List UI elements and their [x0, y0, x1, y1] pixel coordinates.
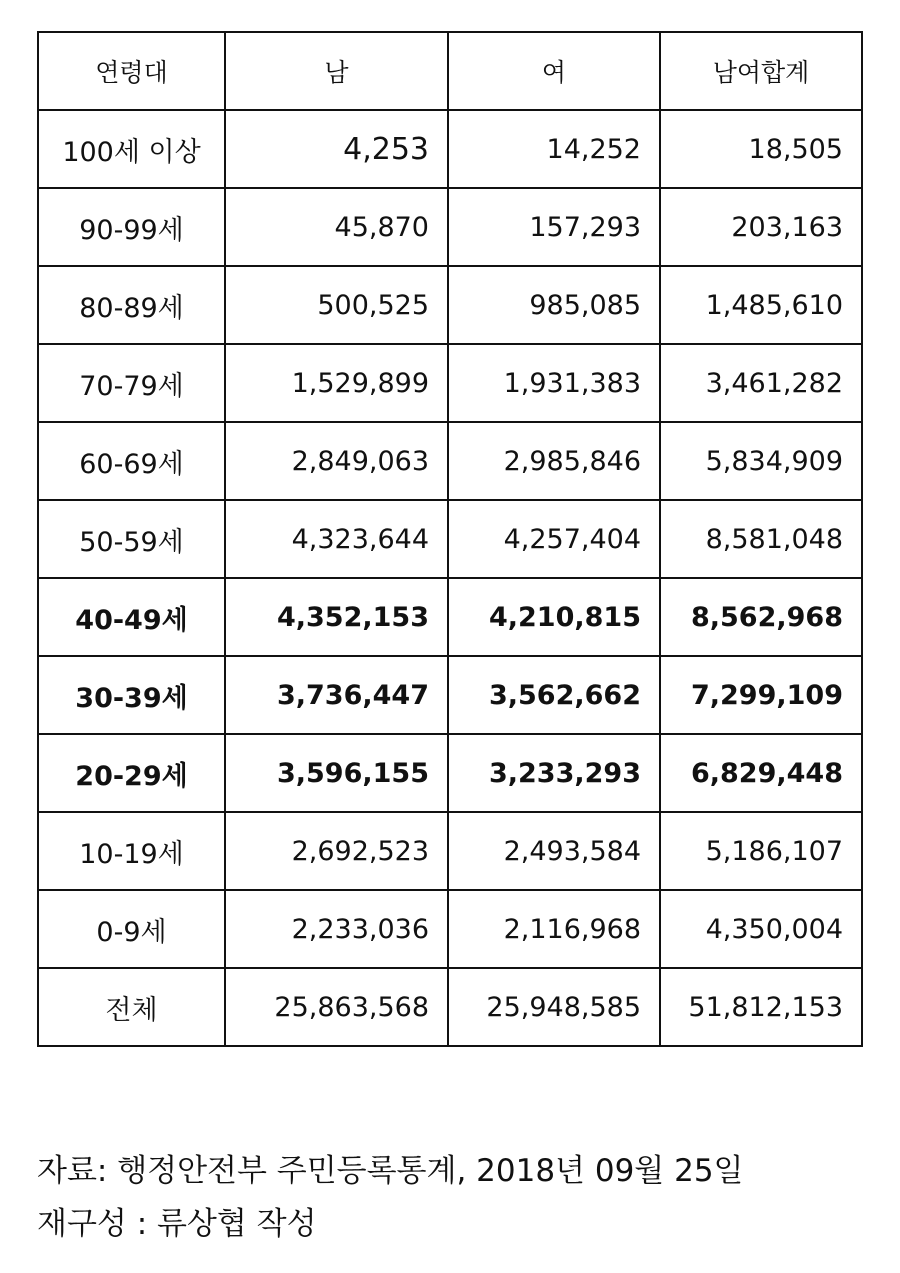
- male-count-cell: 45,870: [225, 188, 448, 266]
- male-count-cell: 1,529,899: [225, 344, 448, 422]
- age-cell: 90-99세: [38, 188, 225, 266]
- male-count-cell: 4,323,644: [225, 500, 448, 578]
- total-count-cell: 4,350,004: [660, 890, 862, 968]
- credit-note: 재구성 : 류상협 작성: [37, 1206, 317, 1242]
- male-count-cell: 3,736,447: [225, 656, 448, 734]
- table-row: [38, 110, 862, 188]
- age-cell: 80-89세: [38, 266, 225, 344]
- male-count-cell: 2,849,063: [225, 422, 448, 500]
- male-count-cell: 2,233,036: [225, 890, 448, 968]
- total-count-cell: 3,461,282: [660, 344, 862, 422]
- total-count-cell: 5,834,909: [660, 422, 862, 500]
- female-count-cell: 157,293: [448, 188, 660, 266]
- table-row: [38, 656, 862, 734]
- female-count-cell: 2,116,968: [448, 890, 660, 968]
- table-row: [38, 812, 862, 890]
- age-cell: 70-79세: [38, 344, 225, 422]
- male-count-cell: 3,596,155: [225, 734, 448, 812]
- female-count-cell: 4,210,815: [448, 578, 660, 656]
- female-count-cell: 985,085: [448, 266, 660, 344]
- header-male: 남: [225, 32, 448, 110]
- female-count-cell: 2,985,846: [448, 422, 660, 500]
- population-table: [37, 31, 863, 1047]
- age-cell: 30-39세: [38, 656, 225, 734]
- total-count-cell: 6,829,448: [660, 734, 862, 812]
- source-note: 자료: 행정안전부 주민등록통계, 2018년 09월 25일: [37, 1153, 744, 1189]
- age-cell: 50-59세: [38, 500, 225, 578]
- female-count-cell: 3,233,293: [448, 734, 660, 812]
- female-count-cell: 3,562,662: [448, 656, 660, 734]
- table-row: [38, 890, 862, 968]
- age-cell: 0-9세: [38, 890, 225, 968]
- male-count-cell: 25,863,568: [225, 968, 448, 1046]
- table-row: [38, 500, 862, 578]
- female-count-cell: 1,931,383: [448, 344, 660, 422]
- total-count-cell: 1,485,610: [660, 266, 862, 344]
- age-cell: 10-19세: [38, 812, 225, 890]
- table-row: [38, 188, 862, 266]
- male-count-cell: 4,352,153: [225, 578, 448, 656]
- table-row: [38, 968, 862, 1046]
- table-row: [38, 734, 862, 812]
- female-count-cell: 25,948,585: [448, 968, 660, 1046]
- age-cell: 전체: [38, 968, 225, 1046]
- table-row: [38, 266, 862, 344]
- total-count-cell: 7,299,109: [660, 656, 862, 734]
- total-count-cell: 18,505: [660, 110, 862, 188]
- male-count-cell: 2,692,523: [225, 812, 448, 890]
- header-age-group: 연령대: [38, 32, 225, 110]
- table-row: [38, 344, 862, 422]
- age-cell: 20-29세: [38, 734, 225, 812]
- total-count-cell: 5,186,107: [660, 812, 862, 890]
- age-cell: 40-49세: [38, 578, 225, 656]
- age-cell: 60-69세: [38, 422, 225, 500]
- female-count-cell: 2,493,584: [448, 812, 660, 890]
- total-count-cell: 8,562,968: [660, 578, 862, 656]
- total-count-cell: 8,581,048: [660, 500, 862, 578]
- age-cell: 100세 이상: [38, 110, 225, 188]
- female-count-cell: 14,252: [448, 110, 660, 188]
- header-total: 남여합계: [660, 32, 862, 110]
- table-body: [38, 110, 862, 1046]
- female-count-cell: 4,257,404: [448, 500, 660, 578]
- table-row: [38, 578, 862, 656]
- male-count-cell: 500,525: [225, 266, 448, 344]
- male-count-cell: 4,253: [225, 110, 448, 188]
- total-count-cell: 203,163: [660, 188, 862, 266]
- header-female: 여: [448, 32, 660, 110]
- total-count-cell: 51,812,153: [660, 968, 862, 1046]
- table-header-row: [38, 32, 862, 110]
- table-row: [38, 422, 862, 500]
